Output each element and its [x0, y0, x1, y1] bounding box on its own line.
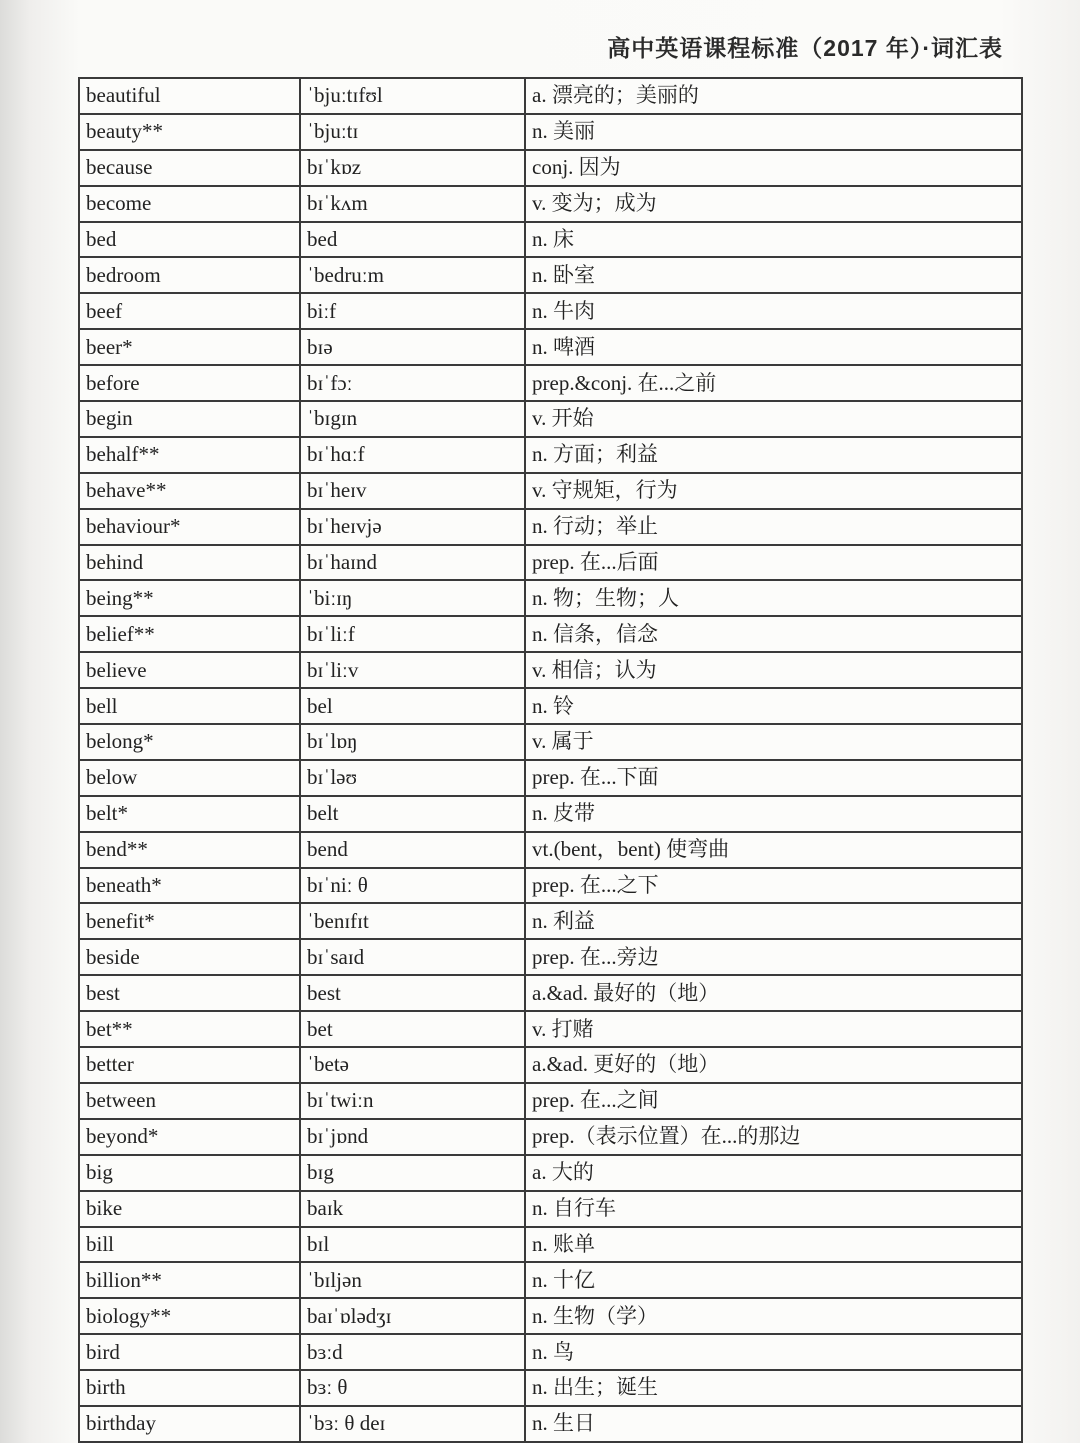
definition-cell [525, 616, 1022, 652]
phonetic-text: belt [307, 801, 339, 826]
definition-cell [525, 760, 1022, 796]
word-cell [79, 868, 300, 904]
phonetic-cell [300, 652, 525, 688]
phonetic-text: bel [307, 693, 333, 718]
phonetic-cell [300, 1298, 525, 1334]
table-row [79, 1191, 1022, 1227]
table-row [79, 939, 1022, 975]
word-text: begin [86, 406, 133, 431]
table-row [79, 509, 1022, 545]
word-cell [79, 257, 300, 293]
word-cell [79, 545, 300, 581]
table-row [79, 1011, 1022, 1047]
phonetic-cell [300, 1011, 525, 1047]
phonetic-cell [300, 1262, 525, 1298]
word-cell [79, 975, 300, 1011]
definition-text: conj. 因为 [532, 155, 621, 180]
table-row [79, 616, 1022, 652]
phonetic-cell [300, 1083, 525, 1119]
word-cell [79, 1227, 300, 1263]
definition-cell [525, 1298, 1022, 1334]
definition-text: prep. 在...后面 [532, 549, 659, 574]
word-cell [79, 473, 300, 509]
word-text: before [86, 370, 140, 395]
table-row [79, 724, 1022, 760]
definition-text: n. 美丽 [532, 119, 595, 144]
definition-text: v. 守规矩，行为 [532, 478, 678, 503]
table-row [79, 473, 1022, 509]
word-cell [79, 1406, 300, 1442]
table-row [79, 114, 1022, 150]
word-text: because [86, 155, 153, 180]
definition-text: n. 出生；诞生 [532, 1375, 658, 1400]
definition-cell [525, 903, 1022, 939]
table-row [79, 329, 1022, 365]
table-row [79, 401, 1022, 437]
table-row [79, 1370, 1022, 1406]
phonetic-text: bɪg [307, 1160, 334, 1185]
definition-cell [525, 1227, 1022, 1263]
definition-cell [525, 509, 1022, 545]
phonetic-cell [300, 329, 525, 365]
word-cell [79, 78, 300, 114]
phonetic-text: baɪˈɒlədʒɪ [307, 1303, 392, 1328]
definition-text: n. 鸟 [532, 1339, 574, 1364]
definition-text: v. 打赌 [532, 1016, 594, 1041]
definition-cell [525, 150, 1022, 186]
phonetic-text: bɜːd [307, 1339, 343, 1364]
page-header-title: 高中英语课程标准（2017 年）·词汇表 [607, 35, 1003, 61]
phonetic-cell [300, 1155, 525, 1191]
definition-text: prep.（表示位置）在...的那边 [532, 1124, 801, 1149]
word-text: benefit* [86, 908, 155, 933]
table-row [79, 222, 1022, 258]
word-text: belief** [86, 621, 155, 646]
word-cell [79, 1262, 300, 1298]
table-row [79, 78, 1022, 114]
word-text: between [86, 1088, 156, 1113]
phonetic-text: ˈbedruːm [307, 262, 384, 287]
phonetic-text: bɜː θ [307, 1375, 348, 1400]
word-cell [79, 1083, 300, 1119]
definition-text: n. 牛肉 [532, 298, 595, 323]
definition-text: v. 属于 [532, 729, 594, 754]
phonetic-cell [300, 1047, 525, 1083]
word-text: beyond* [86, 1124, 159, 1149]
definition-text: prep. 在...之下 [532, 872, 659, 897]
word-cell [79, 688, 300, 724]
word-text: being** [86, 585, 154, 610]
phonetic-text: best [307, 980, 341, 1005]
definition-cell [525, 652, 1022, 688]
definition-cell [525, 329, 1022, 365]
word-text: behind [86, 549, 144, 574]
definition-cell [525, 724, 1022, 760]
definition-cell [525, 222, 1022, 258]
word-text: better [86, 1052, 134, 1077]
definition-cell [525, 114, 1022, 150]
table-row [79, 545, 1022, 581]
word-cell [79, 222, 300, 258]
definition-cell [525, 796, 1022, 832]
phonetic-cell [300, 1406, 525, 1442]
definition-text: a. 大的 [532, 1160, 594, 1185]
phonetic-text: bɪˈjɒnd [307, 1124, 369, 1149]
word-cell [79, 437, 300, 473]
phonetic-cell [300, 868, 525, 904]
definition-cell [525, 1334, 1022, 1370]
word-text: believe [86, 657, 147, 682]
word-text: beneath* [86, 872, 162, 897]
word-cell [79, 939, 300, 975]
phonetic-text: bɪˈniː θ [307, 872, 368, 897]
definition-text: v. 相信；认为 [532, 657, 657, 682]
word-text: bill [86, 1231, 115, 1256]
word-cell [79, 1047, 300, 1083]
definition-cell [525, 975, 1022, 1011]
phonetic-text: biːf [307, 298, 337, 323]
table-row [79, 796, 1022, 832]
table-row [79, 760, 1022, 796]
table-row [79, 257, 1022, 293]
definition-text: n. 卧室 [532, 262, 595, 287]
word-cell [79, 114, 300, 150]
phonetic-text: bɪˈlɒŋ [307, 729, 358, 754]
phonetic-text: bɪˈtwiːn [307, 1088, 374, 1113]
phonetic-text: ˈbetə [307, 1052, 349, 1077]
word-text: bird [86, 1339, 120, 1364]
phonetic-cell [300, 1370, 525, 1406]
definition-text: v. 开始 [532, 406, 594, 431]
definition-cell [525, 1155, 1022, 1191]
word-text: bet** [86, 1016, 133, 1041]
definition-cell [525, 832, 1022, 868]
definition-text: prep.&conj. 在...之前 [532, 370, 717, 395]
table-row [79, 1262, 1022, 1298]
word-text: behalf** [86, 442, 160, 467]
definition-cell [525, 688, 1022, 724]
table-row [79, 1334, 1022, 1370]
phonetic-cell [300, 150, 525, 186]
definition-text: prep. 在...旁边 [532, 944, 659, 969]
definition-cell [525, 257, 1022, 293]
word-cell [79, 760, 300, 796]
definition-cell [525, 473, 1022, 509]
word-text: beef [86, 298, 123, 323]
word-cell [79, 1191, 300, 1227]
phonetic-cell [300, 509, 525, 545]
phonetic-cell [300, 616, 525, 652]
word-text: billion** [86, 1267, 162, 1292]
phonetic-cell [300, 1334, 525, 1370]
phonetic-cell [300, 580, 525, 616]
phonetic-cell [300, 1227, 525, 1263]
phonetic-text: bet [307, 1016, 333, 1041]
word-text: best [86, 980, 120, 1005]
word-cell [79, 1011, 300, 1047]
word-text: birthday [86, 1411, 156, 1436]
word-text: bedroom [86, 262, 161, 287]
table-row [79, 1406, 1022, 1442]
phonetic-text: ˈbiːɪŋ [307, 585, 353, 610]
vocab-table-body [79, 78, 1022, 1442]
definition-text: a. 漂亮的；美丽的 [532, 83, 699, 108]
phonetic-text: bɪˈliːf [307, 621, 355, 646]
phonetic-text: bɪˈliːv [307, 657, 359, 682]
word-text: bed [86, 226, 117, 251]
definition-cell [525, 545, 1022, 581]
word-text: behaviour* [86, 514, 181, 539]
definition-cell [525, 186, 1022, 222]
word-text: become [86, 191, 152, 216]
word-text: bell [86, 693, 118, 718]
word-cell [79, 329, 300, 365]
definition-cell [525, 1262, 1022, 1298]
table-row [79, 580, 1022, 616]
table-row [79, 150, 1022, 186]
phonetic-cell [300, 401, 525, 437]
table-row [79, 186, 1022, 222]
definition-cell [525, 437, 1022, 473]
phonetic-cell [300, 78, 525, 114]
phonetic-text: bɪˈləʊ [307, 765, 358, 790]
word-text: big [86, 1160, 113, 1185]
phonetic-cell [300, 545, 525, 581]
word-cell [79, 652, 300, 688]
definition-text: n. 信条，信念 [532, 621, 658, 646]
word-cell [79, 724, 300, 760]
phonetic-cell [300, 365, 525, 401]
phonetic-text: bɪˈheɪv [307, 478, 367, 503]
table-row [79, 1083, 1022, 1119]
word-cell [79, 1298, 300, 1334]
definition-cell [525, 580, 1022, 616]
word-cell [79, 832, 300, 868]
phonetic-text: ˈbɪljən [307, 1267, 362, 1292]
phonetic-text: baɪk [307, 1196, 344, 1220]
phonetic-text: ˈbɜː θ deɪ [307, 1411, 386, 1436]
phonetic-cell [300, 796, 525, 832]
phonetic-cell [300, 437, 525, 473]
word-cell [79, 580, 300, 616]
definition-cell [525, 401, 1022, 437]
word-text: below [86, 765, 138, 790]
phonetic-text: bɪə [307, 334, 333, 359]
phonetic-cell [300, 832, 525, 868]
table-row [79, 1298, 1022, 1334]
word-cell [79, 186, 300, 222]
word-text: beauty** [86, 119, 163, 144]
word-cell [79, 796, 300, 832]
phonetic-text: bɪˈsaɪd [307, 944, 365, 969]
phonetic-cell [300, 293, 525, 329]
definition-cell [525, 1406, 1022, 1442]
definition-text: n. 行动；举止 [532, 514, 658, 539]
definition-cell [525, 868, 1022, 904]
phonetic-cell [300, 688, 525, 724]
word-cell [79, 509, 300, 545]
phonetic-text: ˈbɪgɪn [307, 406, 358, 431]
table-row [79, 365, 1022, 401]
definition-cell [525, 78, 1022, 114]
phonetic-cell [300, 186, 525, 222]
word-cell [79, 1155, 300, 1191]
definition-text: a.&ad. 最好的（地） [532, 980, 720, 1005]
definition-text: n. 床 [532, 226, 574, 251]
definition-cell [525, 1191, 1022, 1227]
phonetic-cell [300, 903, 525, 939]
word-text: beautiful [86, 83, 161, 108]
definition-text: n. 利益 [532, 908, 595, 933]
word-cell [79, 616, 300, 652]
table-row [79, 1155, 1022, 1191]
word-text: beside [86, 944, 140, 969]
phonetic-cell [300, 724, 525, 760]
table-row [79, 688, 1022, 724]
table-row [79, 975, 1022, 1011]
vocabulary-table [78, 77, 1023, 1443]
definition-text: n. 物；生物；人 [532, 585, 679, 610]
phonetic-text: bend [307, 837, 348, 862]
phonetic-cell [300, 257, 525, 293]
table-row [79, 1119, 1022, 1155]
word-cell [79, 1334, 300, 1370]
word-text: biology** [86, 1303, 172, 1328]
word-text: behave** [86, 478, 167, 503]
definition-text: n. 啤酒 [532, 334, 595, 359]
definition-cell [525, 293, 1022, 329]
definition-text: prep. 在...之间 [532, 1088, 659, 1113]
phonetic-text: bɪl [307, 1231, 330, 1256]
definition-text: a.&ad. 更好的（地） [532, 1052, 720, 1077]
phonetic-cell [300, 760, 525, 796]
word-text: bend** [86, 837, 148, 862]
definition-cell [525, 1047, 1022, 1083]
definition-text: n. 铃 [532, 693, 574, 718]
phonetic-cell [300, 939, 525, 975]
definition-cell [525, 1370, 1022, 1406]
definition-text: n. 账单 [532, 1231, 595, 1256]
definition-text: n. 自行车 [532, 1196, 616, 1220]
phonetic-text: ˈbjuːtɪ [307, 119, 359, 144]
phonetic-text: bɪˈfɔː [307, 370, 353, 395]
definition-text: n. 皮带 [532, 801, 595, 826]
definition-text: v. 变为；成为 [532, 191, 657, 216]
definition-cell [525, 939, 1022, 975]
word-cell [79, 293, 300, 329]
definition-cell [525, 1119, 1022, 1155]
table-row [79, 437, 1022, 473]
phonetic-text: bed [307, 226, 338, 251]
definition-text: n. 生物（学） [532, 1303, 658, 1328]
table-row [79, 293, 1022, 329]
definition-text: n. 方面；利益 [532, 442, 658, 467]
phonetic-text: bɪˈkʌm [307, 191, 368, 216]
definition-cell [525, 1083, 1022, 1119]
word-cell [79, 903, 300, 939]
phonetic-cell [300, 114, 525, 150]
definition-text: n. 十亿 [532, 1267, 595, 1292]
word-text: belong* [86, 729, 154, 754]
phonetic-cell [300, 1191, 525, 1227]
table-row [79, 832, 1022, 868]
phonetic-cell [300, 473, 525, 509]
phonetic-text: ˈbenɪfɪt [307, 908, 369, 933]
phonetic-cell [300, 222, 525, 258]
word-text: beer* [86, 334, 133, 359]
word-cell [79, 150, 300, 186]
word-cell [79, 1370, 300, 1406]
phonetic-text: bɪˈheɪvjə [307, 514, 382, 539]
table-row [79, 1227, 1022, 1263]
phonetic-text: bɪˈhɑːf [307, 442, 365, 467]
phonetic-cell [300, 975, 525, 1011]
table-row [79, 903, 1022, 939]
table-row [79, 868, 1022, 904]
phonetic-text: bɪˈkɒz [307, 155, 362, 180]
definition-text: vt.(bent，bent) 使弯曲 [532, 837, 730, 862]
word-cell [79, 365, 300, 401]
table-row [79, 1047, 1022, 1083]
word-cell [79, 1119, 300, 1155]
word-text: bike [86, 1196, 123, 1220]
phonetic-text: ˈbjuːtɪfʊl [307, 83, 383, 108]
definition-cell [525, 1011, 1022, 1047]
phonetic-cell [300, 1119, 525, 1155]
definition-cell [525, 365, 1022, 401]
word-cell [79, 401, 300, 437]
table-row [79, 652, 1022, 688]
word-text: belt* [86, 801, 128, 826]
phonetic-text: bɪˈhaɪnd [307, 549, 377, 574]
definition-text: n. 生日 [532, 1411, 595, 1436]
word-text: birth [86, 1375, 126, 1400]
definition-text: prep. 在...下面 [532, 765, 659, 790]
